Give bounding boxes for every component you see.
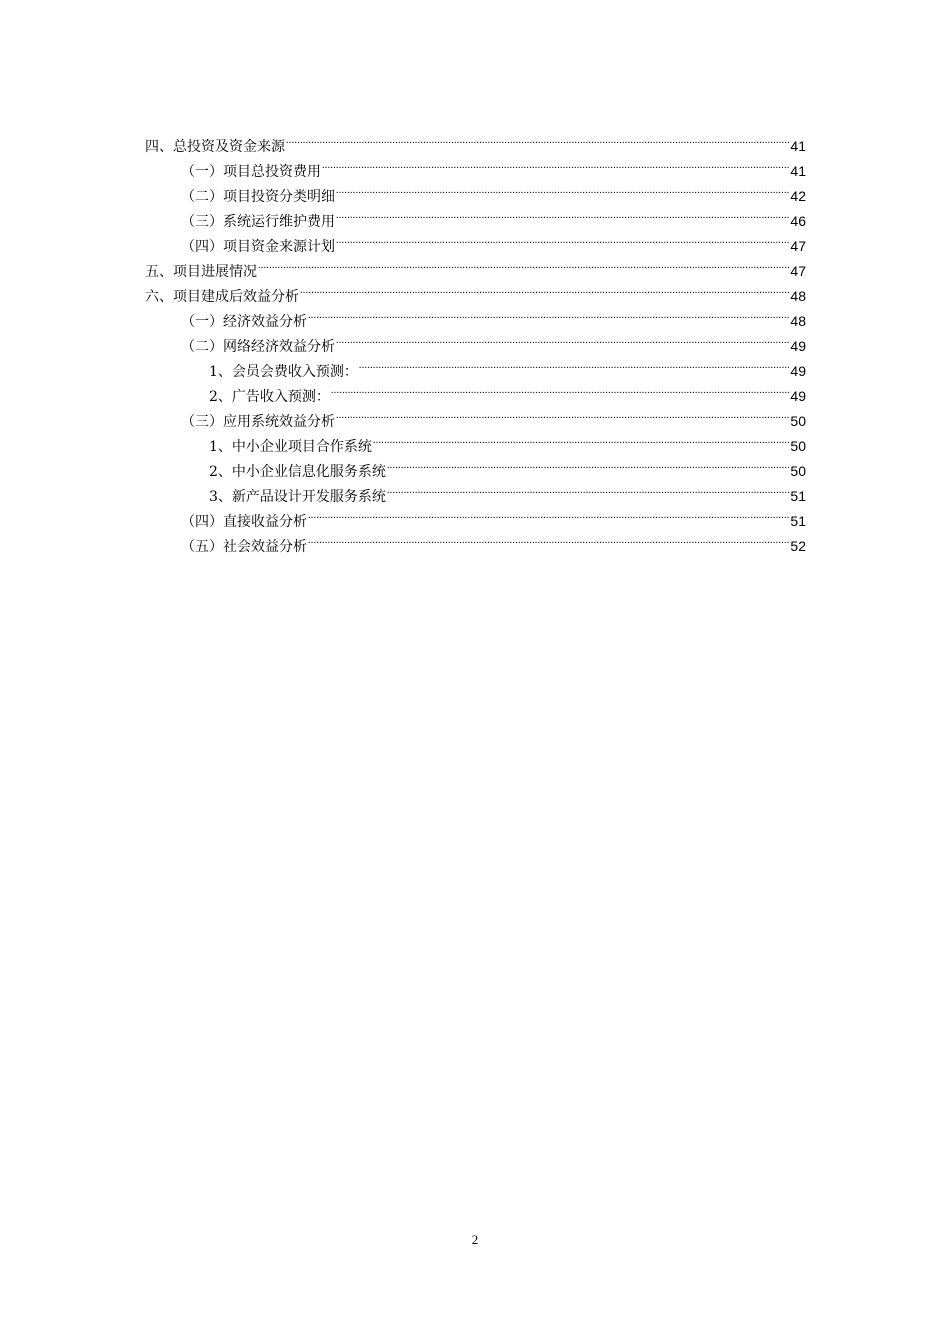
toc-entry-title: 2、广告收入预测： <box>209 389 330 405</box>
toc-entry-page: 50 <box>790 438 806 454</box>
toc-dot-leader <box>373 426 790 451</box>
toc-dot-leader <box>258 251 789 276</box>
toc-entry-title: （一）项目总投资费用 <box>181 164 321 180</box>
toc-entry-page: 50 <box>790 463 806 479</box>
toc-entry-page: 47 <box>790 238 806 254</box>
toc-entry-title: 1、会员会费收入预测： <box>209 364 358 380</box>
toc-entry-page: 41 <box>790 138 806 154</box>
toc-entry-page: 42 <box>790 188 806 204</box>
toc-entry[interactable] <box>145 126 806 155</box>
toc-entry-page: 50 <box>790 413 806 429</box>
toc-entry-page: 52 <box>790 538 806 554</box>
toc-entry-page: 46 <box>790 213 806 229</box>
toc-dot-leader <box>300 276 789 301</box>
toc-dot-leader <box>322 151 789 176</box>
toc-dot-leader <box>308 301 789 326</box>
toc-dot-leader <box>387 451 790 476</box>
toc-dot-leader <box>387 476 790 501</box>
toc-dot-leader <box>331 376 790 401</box>
toc-dot-leader <box>336 226 789 251</box>
toc-dot-leader <box>308 501 789 526</box>
toc-dot-leader <box>336 401 789 426</box>
toc-entry-title: （四）直接收益分析 <box>181 514 307 530</box>
toc-entry-page: 51 <box>790 513 806 529</box>
toc-entry-title: 2、中小企业信息化服务系统 <box>209 464 386 480</box>
toc-entry-title: （一）经济效益分析 <box>181 314 307 330</box>
toc-entry-page: 49 <box>790 388 806 404</box>
toc-entry-title: （二）项目投资分类明细 <box>181 189 335 205</box>
table-of-contents <box>145 126 806 555</box>
toc-entry-page: 51 <box>790 488 806 504</box>
toc-dot-leader <box>336 201 789 226</box>
toc-entry-page: 48 <box>790 288 806 304</box>
toc-entry-title: 六、项目建成后效益分析 <box>145 289 299 305</box>
toc-entry-page: 49 <box>790 338 806 354</box>
toc-entry-title: 四、总投资及资金来源 <box>145 139 285 155</box>
toc-entry-page: 41 <box>790 163 806 179</box>
toc-entry-page: 48 <box>790 313 806 329</box>
toc-entry-title: （四）项目资金来源计划 <box>181 239 335 255</box>
toc-dot-leader <box>359 351 790 376</box>
toc-dot-leader <box>336 326 789 351</box>
page-number: 2 <box>471 1232 479 1247</box>
toc-entry-title: （三）系统运行维护费用 <box>181 214 335 230</box>
toc-entry-title: 五、项目进展情况 <box>145 264 257 280</box>
toc-dot-leader <box>336 176 789 201</box>
toc-entry-title: （三）应用系统效益分析 <box>181 414 335 430</box>
toc-dot-leader <box>308 526 789 551</box>
toc-entry-title: 3、新产品设计开发服务系统 <box>209 489 386 505</box>
toc-dot-leader <box>286 126 789 151</box>
toc-entry-page: 47 <box>790 263 806 279</box>
toc-entry-title: （二）网络经济效益分析 <box>181 339 335 355</box>
toc-entry-title: 1、中小企业项目合作系统 <box>209 439 372 455</box>
toc-entry-title: （五）社会效益分析 <box>181 539 307 555</box>
toc-entry-page: 49 <box>790 363 806 379</box>
